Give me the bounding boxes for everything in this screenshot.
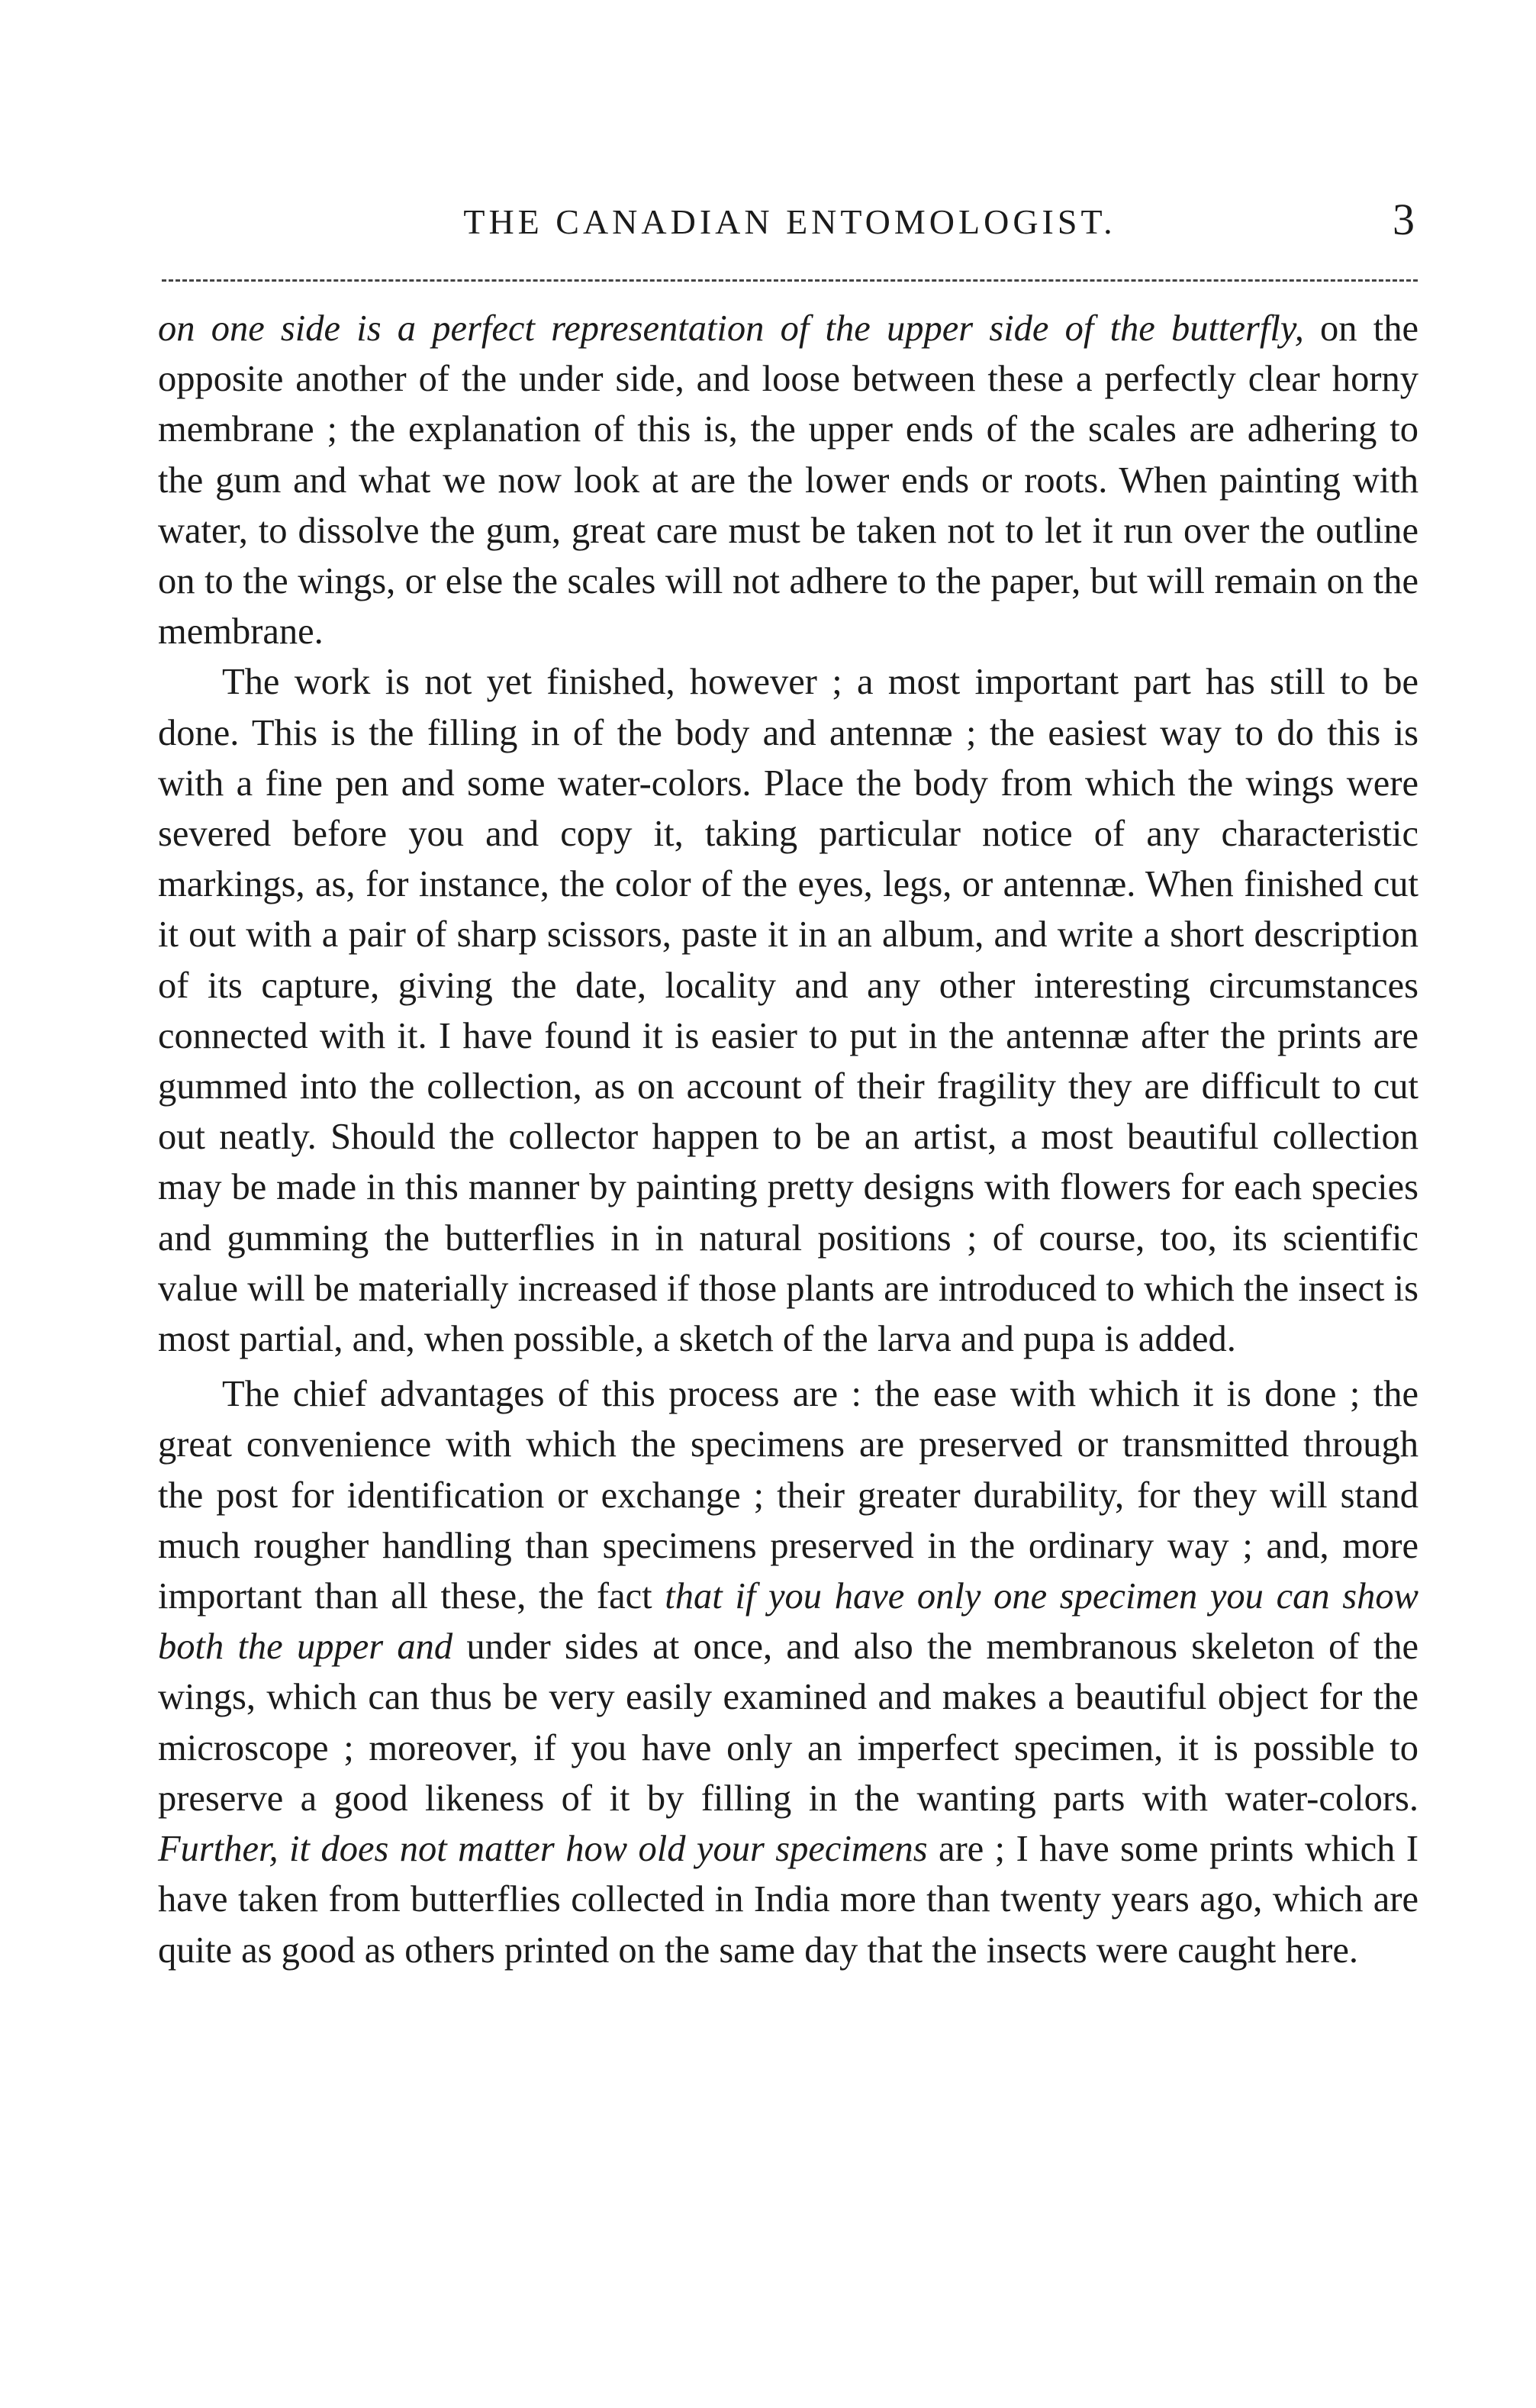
paragraph-1 [158,304,1418,657]
paragraph-3-text-b: under sides at once, and also the membranous skeleton of the wings, which can thus be very easily examined and makes a beautiful object for the microscope ; moreover, if you have only an imperfect specimen, it is possible to preserve a good likeness of it by filling in the wanting parts with water-colors. [158,1626,1418,1819]
running-title: THE CANADIAN ENTOMOLOGIST. [463,202,1116,241]
paragraph-1-text: on the opposite another of the under side, and loose between these a perfectly clear horny membrane ; the explanation of this is, the upper ends of the scales are adhering to the gum and what we now look at are the lower ends or roots. When painting with water, to dissolve the gum, great care must be taken not to let it run over the outline on to the wings, or else the scales will not adhere to the paper, but will remain on the membrane. [158,308,1418,653]
paragraph-3-italic-a: that if you have only one specimen you can show both the upper and [158,1576,1418,1668]
paragraph-1-italic-opening: on one side is a perfect representation of the upper side of the butterfly, [158,308,1304,349]
page-number: 3 [1393,195,1415,244]
paragraph-3-text-c: are ; I have some prints which I have taken from butterflies collected in India more than twenty years ago, which are quite as good as others printed on the same day that the insects were caught here. [158,1829,1418,1971]
header-rule [162,279,1418,282]
page-header [160,191,1419,252]
paragraph-3 [158,1369,1418,1975]
paragraph-2: The work is not yet finished, however ; a most important part has still to be done. This is the filling in of the body and antennæ ; the easiest way to do this is with a fine pen and some water-colors. Place the body from which the wings were severed before you and copy it, taking particular notice of any characteristic markings, as, for instance, the color of the eyes, legs, or antennæ. When finished cut it out with a pair of sharp scissors, paste it in an album, and write a short description of its capture, giving the date, locality and any other interesting circumstances connected with it. I have found it is easier to put in the antennæ after the prints are gummed into the collection, as on account of their fragility they are difficult to cut out neatly. Should the collector happen to be an artist, a most beautiful collection may be made in this manner by painting pretty designs with flowers for each species and gumming the butterflies in in natural positions ; of course, too, its scientific value will be materially increased if those plants are introduced to which the insect is most partial, and, when possible, a sketch of the larva and pupa is added. [158,662,1418,1360]
paragraph-3-text-a: The chief advantages of this process are : the ease with which it is done ; the great convenience with which the specimens are preserved or transmitted through the post for identification or exchange ; their greater durability, for they will stand much rougher handling than specimens preserved in the ordinary way ; and, more important than all these, the fact [158,1374,1418,1617]
paragraph-3-italic-b: Further, it does not matter how old your specimens [158,1829,928,1870]
body-text [158,304,1418,1976]
